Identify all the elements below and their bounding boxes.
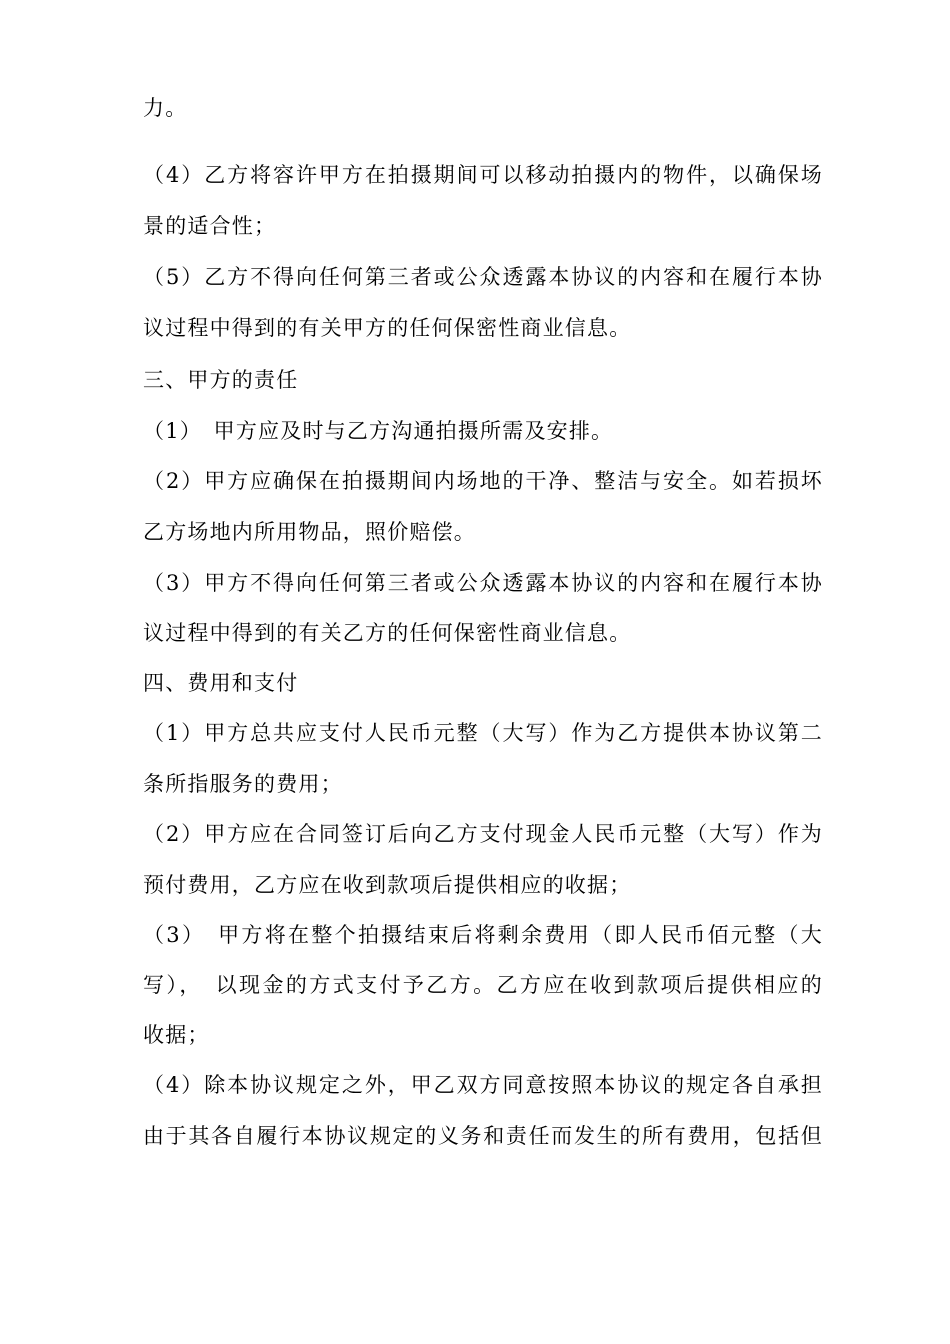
text-line: （4）乙方将容许甲方在拍摄期间可以移动拍摄内的物件，以确保场	[143, 163, 823, 187]
section-heading: 四、费用和支付	[143, 671, 299, 695]
section-heading: 三、甲方的责任	[143, 368, 299, 392]
text-line: 力。	[143, 96, 188, 120]
text-line: 议过程中得到的有关甲方的任何保密性商业信息。	[143, 316, 632, 340]
text-line: 条所指服务的费用；	[143, 772, 343, 796]
text-line: （3） 甲方将在整个拍摄结束后将剩余费用（即人民币佰元整（大	[143, 923, 823, 947]
text-line: （5）乙方不得向任何第三者或公众透露本协议的内容和在履行本协	[143, 265, 823, 289]
text-line: （1） 甲方应及时与乙方沟通拍摄所需及安排。	[143, 419, 614, 443]
text-line: 由于其各自履行本协议规定的义务和责任而发生的所有费用，包括但	[143, 1124, 823, 1148]
text-line: 景的适合性；	[143, 214, 277, 238]
text-line: 写）， 以现金的方式支付予乙方。乙方应在收到款项后提供相应的	[143, 973, 823, 997]
text-line: （3）甲方不得向任何第三者或公众透露本协议的内容和在履行本协	[143, 571, 823, 595]
text-line: 收据；	[143, 1023, 210, 1047]
text-line: 预付费用，乙方应在收到款项后提供相应的收据；	[143, 873, 632, 897]
text-line: （1）甲方总共应支付人民币元整（大写）作为乙方提供本协议第二	[143, 721, 823, 745]
text-line: （2）甲方应确保在拍摄期间内场地的干净、整洁与安全。如若损坏	[143, 469, 823, 493]
text-line: 议过程中得到的有关乙方的任何保密性商业信息。	[143, 621, 632, 645]
text-line: （4）除本协议规定之外，甲乙双方同意按照本协议的规定各自承担	[143, 1073, 823, 1097]
text-line: （2）甲方应在合同签订后向乙方支付现金人民币元整（大写）作为	[143, 822, 823, 846]
text-line: 乙方场地内所用物品，照价赔偿。	[143, 520, 476, 544]
